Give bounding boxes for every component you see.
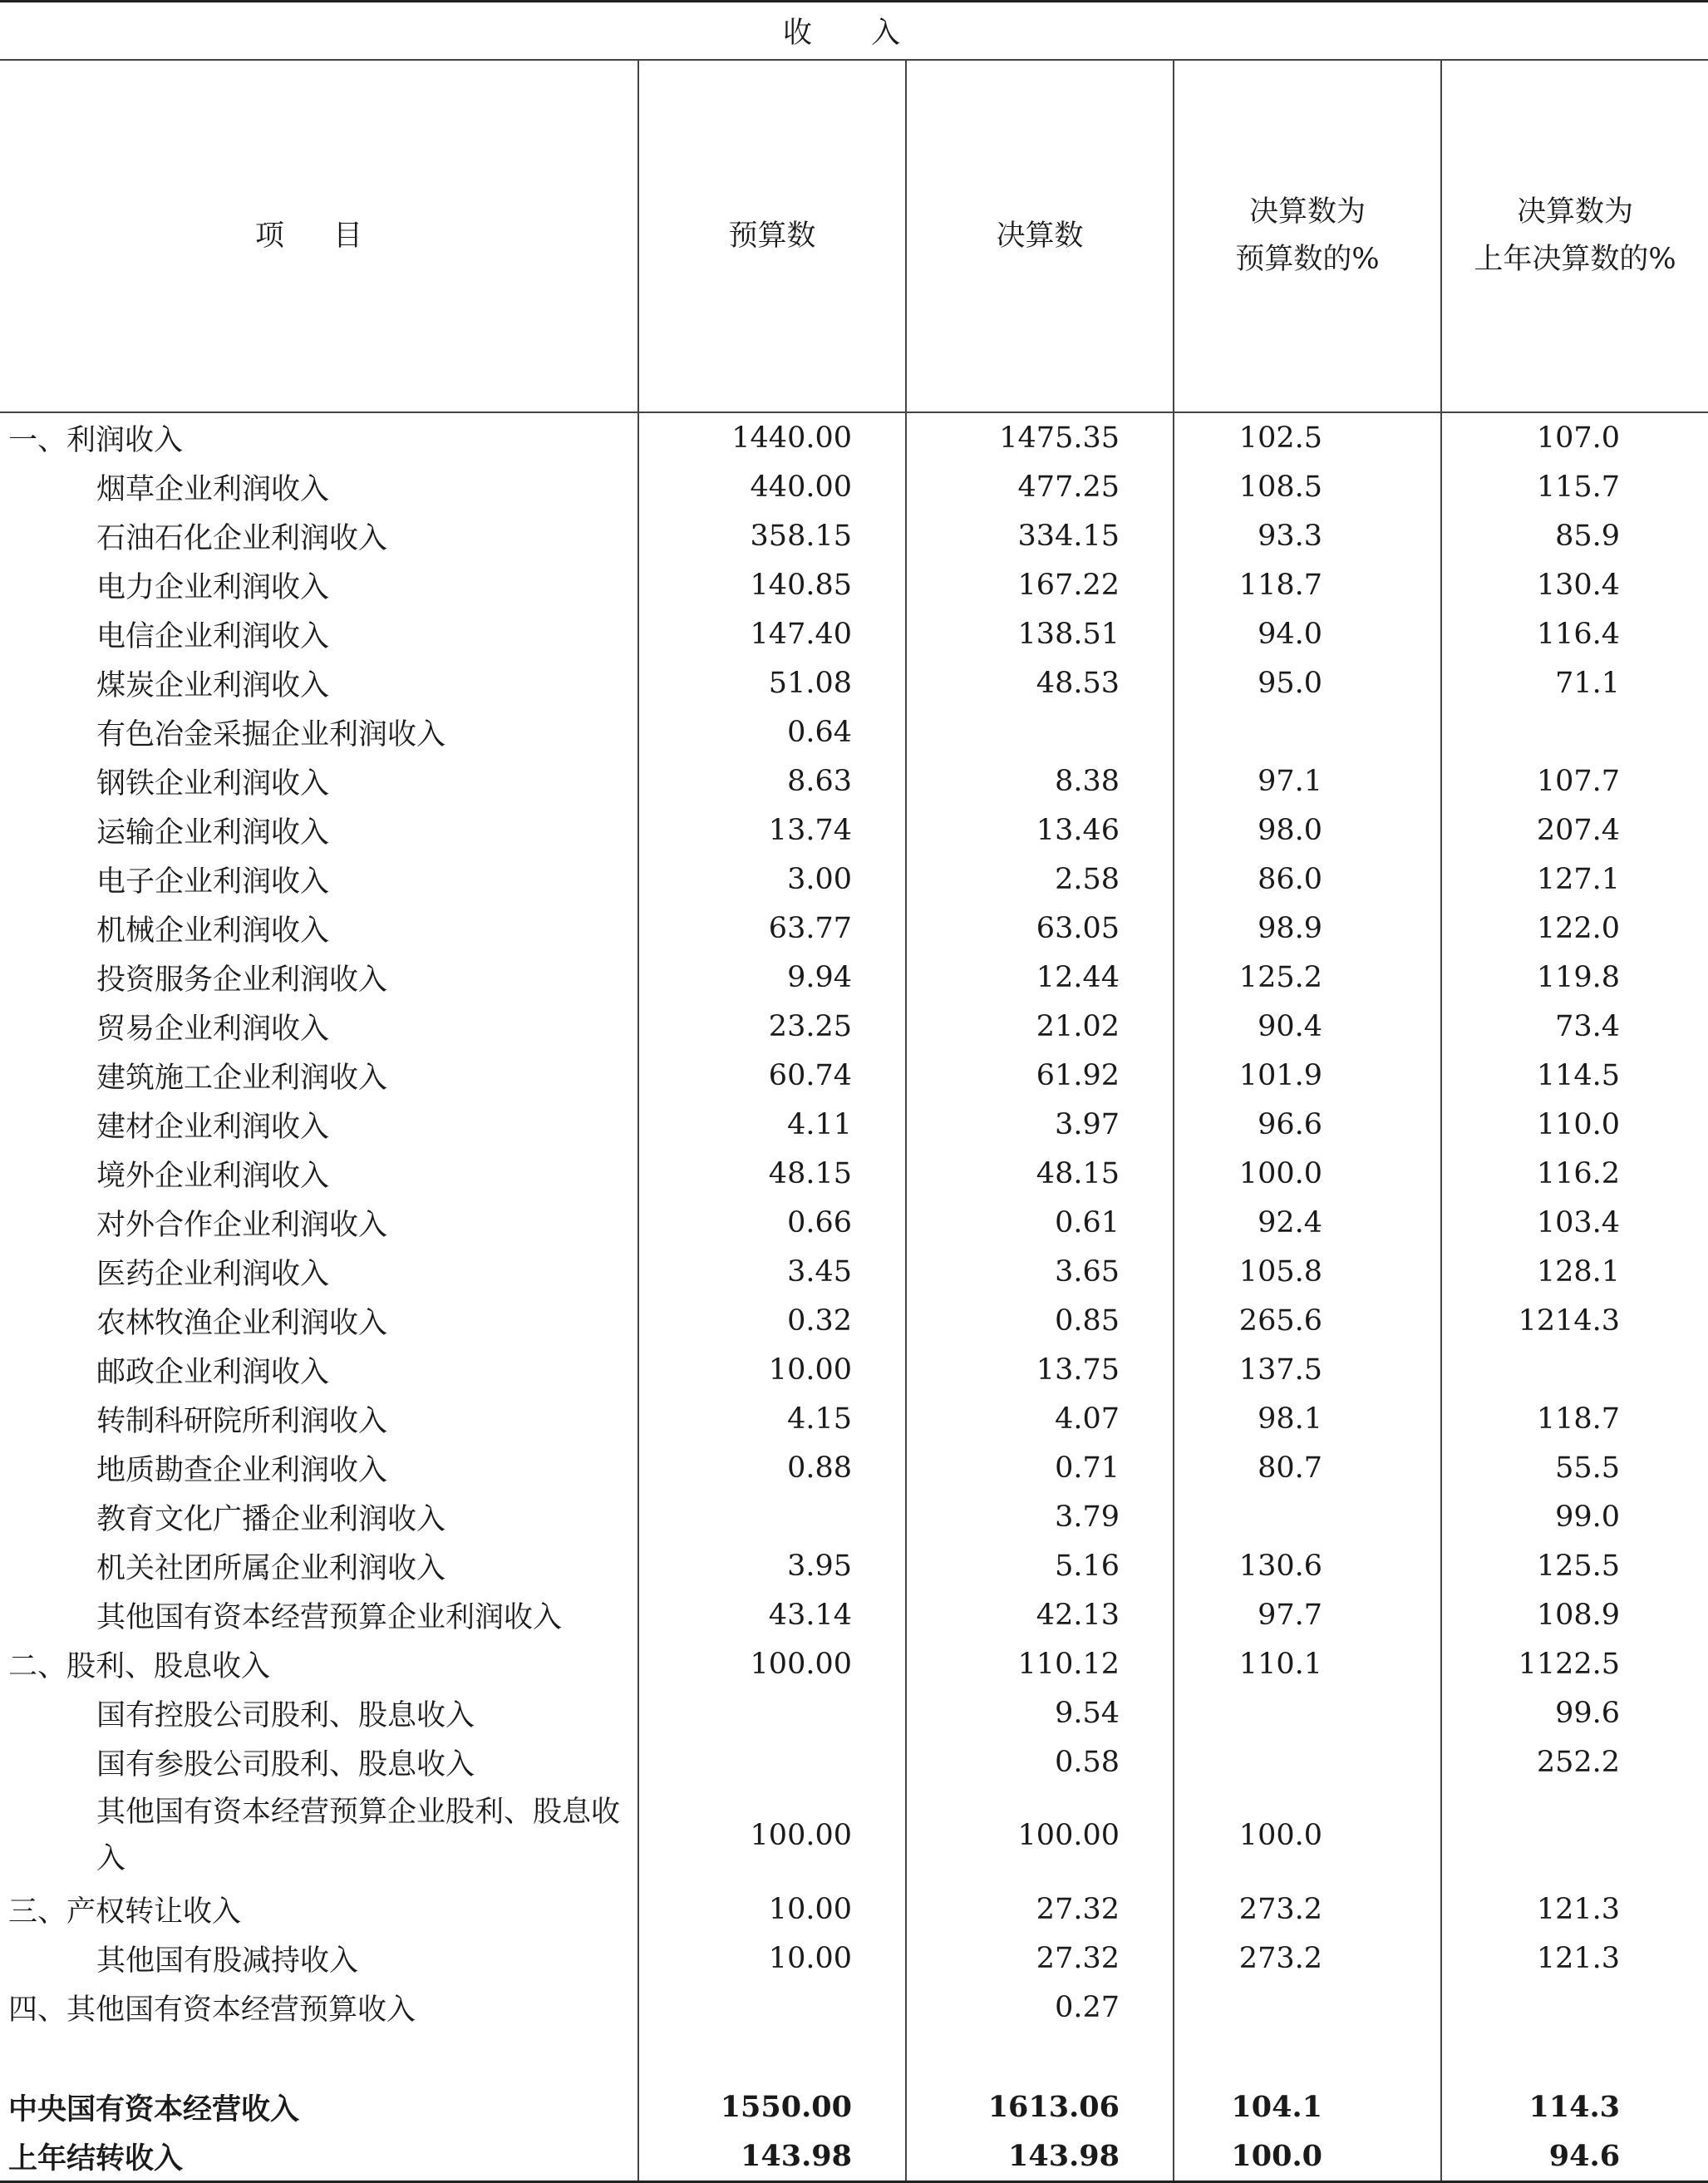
table-row — [0, 707, 1708, 756]
row-pct-prev: 127.1 — [1536, 862, 1621, 896]
header-pct-prev-line2: 上年决算数的% — [1474, 243, 1676, 276]
row-final: 167.22 — [906, 560, 1174, 609]
row-budget: 100.00 — [638, 1639, 906, 1688]
row-budget: 60.74 — [638, 1051, 906, 1100]
header-pct-budget-line2: 预算数的% — [1235, 243, 1380, 276]
row-final — [906, 707, 1174, 756]
row-pct-prev — [1441, 2032, 1708, 2082]
row-pct-budget: 273.2 — [1174, 1934, 1441, 1983]
row-pct-prev: 110.0 — [1536, 1107, 1621, 1141]
header-budget: 预算数 — [638, 60, 906, 412]
row-final: 1613.06 — [906, 2082, 1174, 2131]
row-budget — [638, 1688, 906, 1737]
table-row — [0, 1541, 1708, 1590]
row-budget: 8.63 — [638, 756, 906, 806]
row-final: 477.25 — [906, 462, 1174, 511]
row-item: 建材企业利润收入 — [0, 1100, 638, 1149]
row-pct-prev: 108.9 — [1536, 1598, 1621, 1632]
row-pct-budget: 97.1 — [1174, 756, 1441, 806]
row-item: 建筑施工企业利润收入 — [0, 1051, 638, 1100]
row-pct-budget: 110.1 — [1174, 1639, 1441, 1688]
row-item: 四、其他国有资本经营预算收入 — [0, 1983, 638, 2032]
row-budget: 3.45 — [638, 1247, 906, 1296]
row-pct-prev — [1441, 1345, 1708, 1394]
row-budget: 10.00 — [638, 1885, 906, 1934]
row-final: 143.98 — [906, 2131, 1174, 2182]
row-final: 100.00 — [906, 1786, 1174, 1885]
table-row — [0, 756, 1708, 806]
header-pct-prev — [1441, 60, 1708, 412]
row-final: 1475.35 — [906, 412, 1174, 462]
row-final: 0.71 — [906, 1443, 1174, 1492]
row-pct-budget: 105.8 — [1174, 1247, 1441, 1296]
row-budget: 23.25 — [638, 1002, 906, 1051]
row-item: 中央国有资本经营收入 — [0, 2082, 638, 2131]
row-pct-prev: 55.5 — [1555, 1451, 1621, 1485]
header-final: 决算数 — [906, 60, 1174, 412]
row-pct-budget: 104.1 — [1174, 2082, 1441, 2131]
row-pct-budget: 118.7 — [1174, 560, 1441, 609]
row-budget: 0.32 — [638, 1296, 906, 1345]
row-final: 0.61 — [906, 1198, 1174, 1247]
row-final: 8.38 — [906, 756, 1174, 806]
row-pct-prev: 114.3 — [1528, 2090, 1621, 2124]
row-pct-prev: 115.7 — [1536, 470, 1621, 504]
row-item: 转制科研院所利润收入 — [0, 1394, 638, 1443]
header-row — [0, 60, 1708, 412]
header-pct-budget — [1174, 60, 1441, 412]
row-pct-prev: 107.0 — [1536, 421, 1621, 455]
table-row — [0, 609, 1708, 658]
row-pct-prev: 94.6 — [1441, 2131, 1708, 2182]
row-final: 0.85 — [906, 1296, 1174, 1345]
row-pct-budget: 98.9 — [1174, 904, 1441, 953]
row-pct-budget: 273.2 — [1174, 1885, 1441, 1934]
row-final: 61.92 — [906, 1051, 1174, 1100]
row-budget: 0.64 — [638, 707, 906, 756]
row-item: 石油石化企业利润收入 — [0, 511, 638, 560]
table-row — [0, 2032, 1708, 2082]
row-item: 上年结转收入 — [0, 2131, 638, 2182]
row-budget: 358.15 — [638, 511, 906, 560]
row-item: 钢铁企业利润收入 — [0, 756, 638, 806]
row-pct-prev: 71.1 — [1555, 666, 1621, 700]
row-final: 48.15 — [906, 1149, 1174, 1198]
row-pct-budget: 100.0 — [1174, 1149, 1441, 1198]
table-row — [0, 1345, 1708, 1394]
row-pct-prev: 1214.3 — [1518, 1303, 1621, 1338]
table-row — [0, 1590, 1708, 1639]
table-row — [0, 953, 1708, 1002]
row-pct-prev: 122.0 — [1536, 911, 1621, 945]
row-final: 21.02 — [906, 1002, 1174, 1051]
table-row — [0, 1149, 1708, 1198]
table-row — [0, 1737, 1708, 1786]
row-item: 机械企业利润收入 — [0, 904, 638, 953]
row-budget — [638, 1737, 906, 1786]
table-row — [0, 1885, 1708, 1934]
row-pct-prev: 125.5 — [1536, 1549, 1621, 1583]
row-pct-budget: 100.0 — [1174, 1786, 1441, 1885]
row-pct-budget: 86.0 — [1174, 855, 1441, 904]
row-item: 运输企业利润收入 — [0, 806, 638, 855]
row-budget: 143.98 — [638, 2131, 906, 2182]
table-row — [0, 1296, 1708, 1345]
row-item: 一、利润收入 — [0, 412, 638, 462]
row-item: 国有参股公司股利、股息收入 — [0, 1737, 638, 1786]
row-item: 机关社团所属企业利润收入 — [0, 1541, 638, 1590]
row-budget: 48.15 — [638, 1149, 906, 1198]
row-budget: 4.11 — [638, 1100, 906, 1149]
row-item: 境外企业利润收入 — [0, 1149, 638, 1198]
row-pct-budget: 80.7 — [1174, 1443, 1441, 1492]
row-pct-prev: 99.6 — [1555, 1696, 1621, 1730]
row-budget: 1550.00 — [638, 2082, 906, 2131]
row-pct-prev: 128.1 — [1536, 1254, 1621, 1289]
row-pct-prev — [1441, 707, 1708, 756]
row-pct-budget — [1174, 2032, 1441, 2082]
row-budget: 51.08 — [638, 658, 906, 707]
row-pct-budget: 96.6 — [1174, 1100, 1441, 1149]
row-pct-budget: 92.4 — [1174, 1198, 1441, 1247]
table-title: 收 入 — [0, 2, 1708, 61]
row-final: 27.32 — [906, 1934, 1174, 1983]
table-row — [0, 2131, 1708, 2182]
row-pct-budget — [1174, 1688, 1441, 1737]
row-pct-prev: 118.7 — [1536, 1402, 1621, 1436]
row-budget: 140.85 — [638, 560, 906, 609]
row-final: 63.05 — [906, 904, 1174, 953]
row-pct-budget: 125.2 — [1174, 953, 1441, 1002]
row-item: 农林牧渔企业利润收入 — [0, 1296, 638, 1345]
table-row — [0, 1443, 1708, 1492]
row-pct-budget: 102.5 — [1174, 412, 1441, 462]
row-item: 其他国有股减持收入 — [0, 1934, 638, 1983]
header-item-label: 项 目 — [254, 219, 383, 253]
table-row — [0, 462, 1708, 511]
row-pct-budget: 94.0 — [1174, 609, 1441, 658]
table-row — [0, 1002, 1708, 1051]
row-final — [906, 2032, 1174, 2082]
row-budget: 0.66 — [638, 1198, 906, 1247]
header-pct-prev-line1: 决算数为 — [1517, 195, 1634, 229]
table-title-row — [0, 2, 1708, 61]
row-item: 医药企业利润收入 — [0, 1247, 638, 1296]
row-pct-prev: 119.8 — [1536, 960, 1621, 994]
row-budget: 440.00 — [638, 462, 906, 511]
row-pct-prev: 99.0 — [1555, 1500, 1621, 1534]
row-final: 0.58 — [906, 1737, 1174, 1786]
table-row — [0, 511, 1708, 560]
row-pct-prev: 121.3 — [1536, 1892, 1621, 1926]
row-pct-budget: 95.0 — [1174, 658, 1441, 707]
row-budget: 147.40 — [638, 609, 906, 658]
row-budget — [638, 2032, 906, 2082]
row-item: 电力企业利润收入 — [0, 560, 638, 609]
row-pct-prev: 85.9 — [1555, 519, 1621, 553]
row-final: 13.75 — [906, 1345, 1174, 1394]
row-item: 其他国有资本经营预算企业利润收入 — [0, 1590, 638, 1639]
row-budget: 9.94 — [638, 953, 906, 1002]
row-pct-prev — [1441, 1983, 1708, 2032]
row-budget — [638, 1983, 906, 2032]
table-row — [0, 806, 1708, 855]
row-item: 教育文化广播企业利润收入 — [0, 1492, 638, 1541]
table-row — [0, 1983, 1708, 2032]
row-pct-budget: 101.9 — [1174, 1051, 1441, 1100]
row-final: 334.15 — [906, 511, 1174, 560]
row-item: 邮政企业利润收入 — [0, 1345, 638, 1394]
row-budget: 10.00 — [638, 1934, 906, 1983]
row-final: 0.27 — [906, 1983, 1174, 2032]
row-pct-budget — [1174, 707, 1441, 756]
row-budget: 1440.00 — [638, 412, 906, 462]
table-row — [0, 1051, 1708, 1100]
row-item — [0, 2032, 638, 2082]
row-pct-prev: 103.4 — [1536, 1205, 1621, 1239]
row-item: 国有控股公司股利、股息收入 — [0, 1688, 638, 1737]
row-final: 3.65 — [906, 1247, 1174, 1296]
row-budget: 0.88 — [638, 1443, 906, 1492]
row-budget: 3.95 — [638, 1541, 906, 1590]
row-item: 烟草企业利润收入 — [0, 462, 638, 511]
row-budget: 3.00 — [638, 855, 906, 904]
row-final: 9.54 — [906, 1688, 1174, 1737]
row-budget: 10.00 — [638, 1345, 906, 1394]
row-pct-prev: 116.2 — [1536, 1156, 1621, 1190]
row-pct-budget — [1174, 1737, 1441, 1786]
table-row — [0, 2082, 1708, 2131]
row-final: 13.46 — [906, 806, 1174, 855]
row-pct-prev — [1441, 1786, 1708, 1885]
row-pct-budget — [1174, 1983, 1441, 2032]
table-row — [0, 1247, 1708, 1296]
row-pct-budget — [1174, 1492, 1441, 1541]
row-budget: 4.15 — [638, 1394, 906, 1443]
table-row — [0, 1639, 1708, 1688]
row-pct-budget: 100.0 — [1174, 2131, 1441, 2182]
row-budget: 63.77 — [638, 904, 906, 953]
table-row — [0, 1688, 1708, 1737]
row-final: 110.12 — [906, 1639, 1174, 1688]
row-final: 12.44 — [906, 953, 1174, 1002]
row-pct-prev: 116.4 — [1536, 617, 1621, 651]
table-row — [0, 1394, 1708, 1443]
row-pct-budget: 137.5 — [1174, 1345, 1441, 1394]
row-item: 电子企业利润收入 — [0, 855, 638, 904]
row-pct-prev: 1122.5 — [1518, 1647, 1621, 1681]
row-budget — [638, 1492, 906, 1541]
row-item: 有色冶金采掘企业利润收入 — [0, 707, 638, 756]
table-row — [0, 658, 1708, 707]
row-pct-prev: 207.4 — [1536, 813, 1621, 847]
row-pct-prev: 73.4 — [1555, 1009, 1621, 1043]
row-item: 二、股利、股息收入 — [0, 1639, 638, 1688]
row-pct-budget: 265.6 — [1174, 1296, 1441, 1345]
row-item: 其他国有资本经营预算企业股利、股息收入 — [0, 1786, 638, 1885]
row-budget: 100.00 — [638, 1786, 906, 1885]
table-row — [0, 855, 1708, 904]
row-pct-budget: 130.6 — [1174, 1541, 1441, 1590]
row-item: 对外合作企业利润收入 — [0, 1198, 638, 1247]
row-pct-budget: 90.4 — [1174, 1002, 1441, 1051]
row-item: 地质勘查企业利润收入 — [0, 1443, 638, 1492]
table-row — [0, 904, 1708, 953]
row-pct-prev: 114.5 — [1536, 1058, 1621, 1092]
table-row — [0, 1100, 1708, 1149]
row-pct-budget: 108.5 — [1174, 462, 1441, 511]
row-budget: 43.14 — [638, 1590, 906, 1639]
row-item: 煤炭企业利润收入 — [0, 658, 638, 707]
row-final: 5.16 — [906, 1541, 1174, 1590]
row-final: 27.32 — [906, 1885, 1174, 1934]
table-row — [0, 1934, 1708, 1983]
table-row — [0, 560, 1708, 609]
row-item: 三、产权转让收入 — [0, 1885, 638, 1934]
header-pct-budget-line1: 决算数为 — [1248, 195, 1366, 229]
row-pct-prev: 121.3 — [1536, 1941, 1621, 1975]
row-pct-budget: 93.3 — [1174, 511, 1441, 560]
table-row — [0, 1198, 1708, 1247]
row-final: 2.58 — [906, 855, 1174, 904]
row-item: 电信企业利润收入 — [0, 609, 638, 658]
row-item: 贸易企业利润收入 — [0, 1002, 638, 1051]
row-final: 3.79 — [906, 1492, 1174, 1541]
header-item — [0, 60, 638, 412]
row-budget: 13.74 — [638, 806, 906, 855]
row-final: 48.53 — [906, 658, 1174, 707]
table-row — [0, 1786, 1708, 1885]
row-pct-budget: 98.0 — [1174, 806, 1441, 855]
row-pct-prev: 252.2 — [1536, 1745, 1621, 1779]
row-final: 42.13 — [906, 1590, 1174, 1639]
table-row — [0, 412, 1708, 462]
row-final: 3.97 — [906, 1100, 1174, 1149]
row-pct-budget: 97.7 — [1174, 1590, 1441, 1639]
row-pct-budget: 98.1 — [1174, 1394, 1441, 1443]
row-pct-prev: 130.4 — [1536, 568, 1621, 602]
row-final: 138.51 — [906, 609, 1174, 658]
table-row — [0, 1492, 1708, 1541]
row-final: 4.07 — [906, 1394, 1174, 1443]
row-item: 投资服务企业利润收入 — [0, 953, 638, 1002]
row-pct-prev: 107.7 — [1536, 764, 1621, 798]
